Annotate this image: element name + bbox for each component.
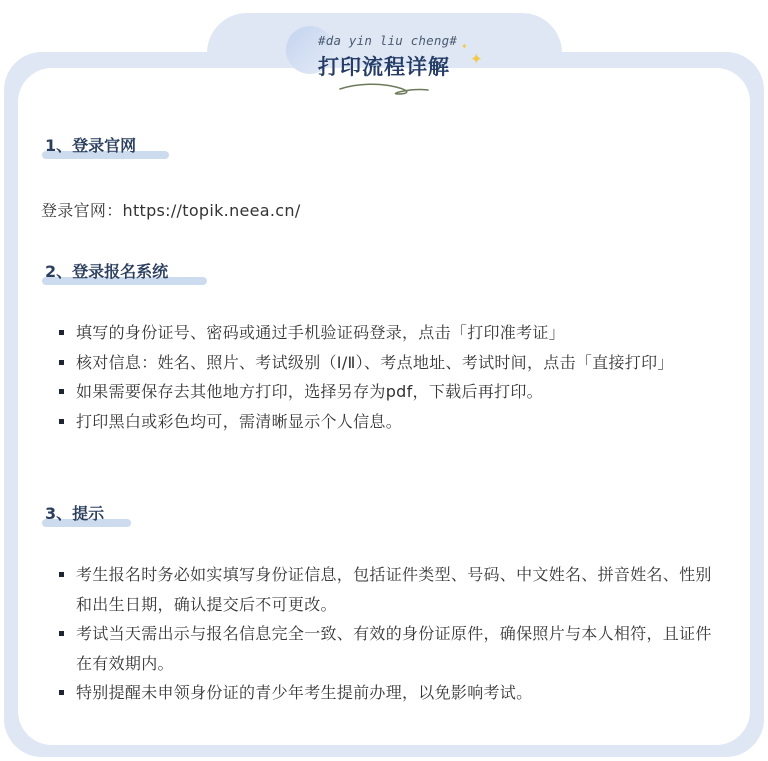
list-item: 打印黑白或彩色均可，需清晰显示个人信息。 xyxy=(58,407,726,437)
page-title: 打印流程详解 xyxy=(318,55,450,79)
list-item: 填写的身份证号、密码或通过手机验证码登录，点击「打印准考证」 xyxy=(58,318,726,348)
sparkle-icon: ✦ xyxy=(470,50,483,68)
list-item: 如果需要保存去其他地方打印，选择另存为pdf，下载后再打印。 xyxy=(58,377,726,407)
list-item: 考生报名时务必如实填写身份证信息，包括证件类型、号码、中文姓名、拼音姓名、性别和出生日期，确认提交后不可更改。 xyxy=(58,560,726,619)
section-1-title: 1、登录官网 xyxy=(45,136,137,155)
sparkle-icon: ✦ xyxy=(461,42,468,51)
list-item: 考试当天需出示与报名信息完全一致、有效的身份证原件，确保照片与本人相符，且证件在有效期内。 xyxy=(58,619,726,678)
list-item: 特别提醒未申领身份证的青少年考生提前办理，以免影响考试。 xyxy=(58,678,726,708)
section-3-title: 3、提示 xyxy=(45,504,105,523)
header-tag: #da yin liu cheng# xyxy=(318,33,458,48)
section-2-title: 2、登录报名系统 xyxy=(45,262,169,281)
list-item: 核对信息：姓名、照片、考试级别（Ⅰ/Ⅱ）、考点地址、考试时间，点击「直接打印」 xyxy=(58,348,726,378)
section-2-list xyxy=(58,318,726,436)
squiggle-line xyxy=(336,80,432,98)
official-site-text: 登录官网：https://topik.neea.cn/ xyxy=(41,201,301,220)
section-3-list xyxy=(58,560,726,708)
